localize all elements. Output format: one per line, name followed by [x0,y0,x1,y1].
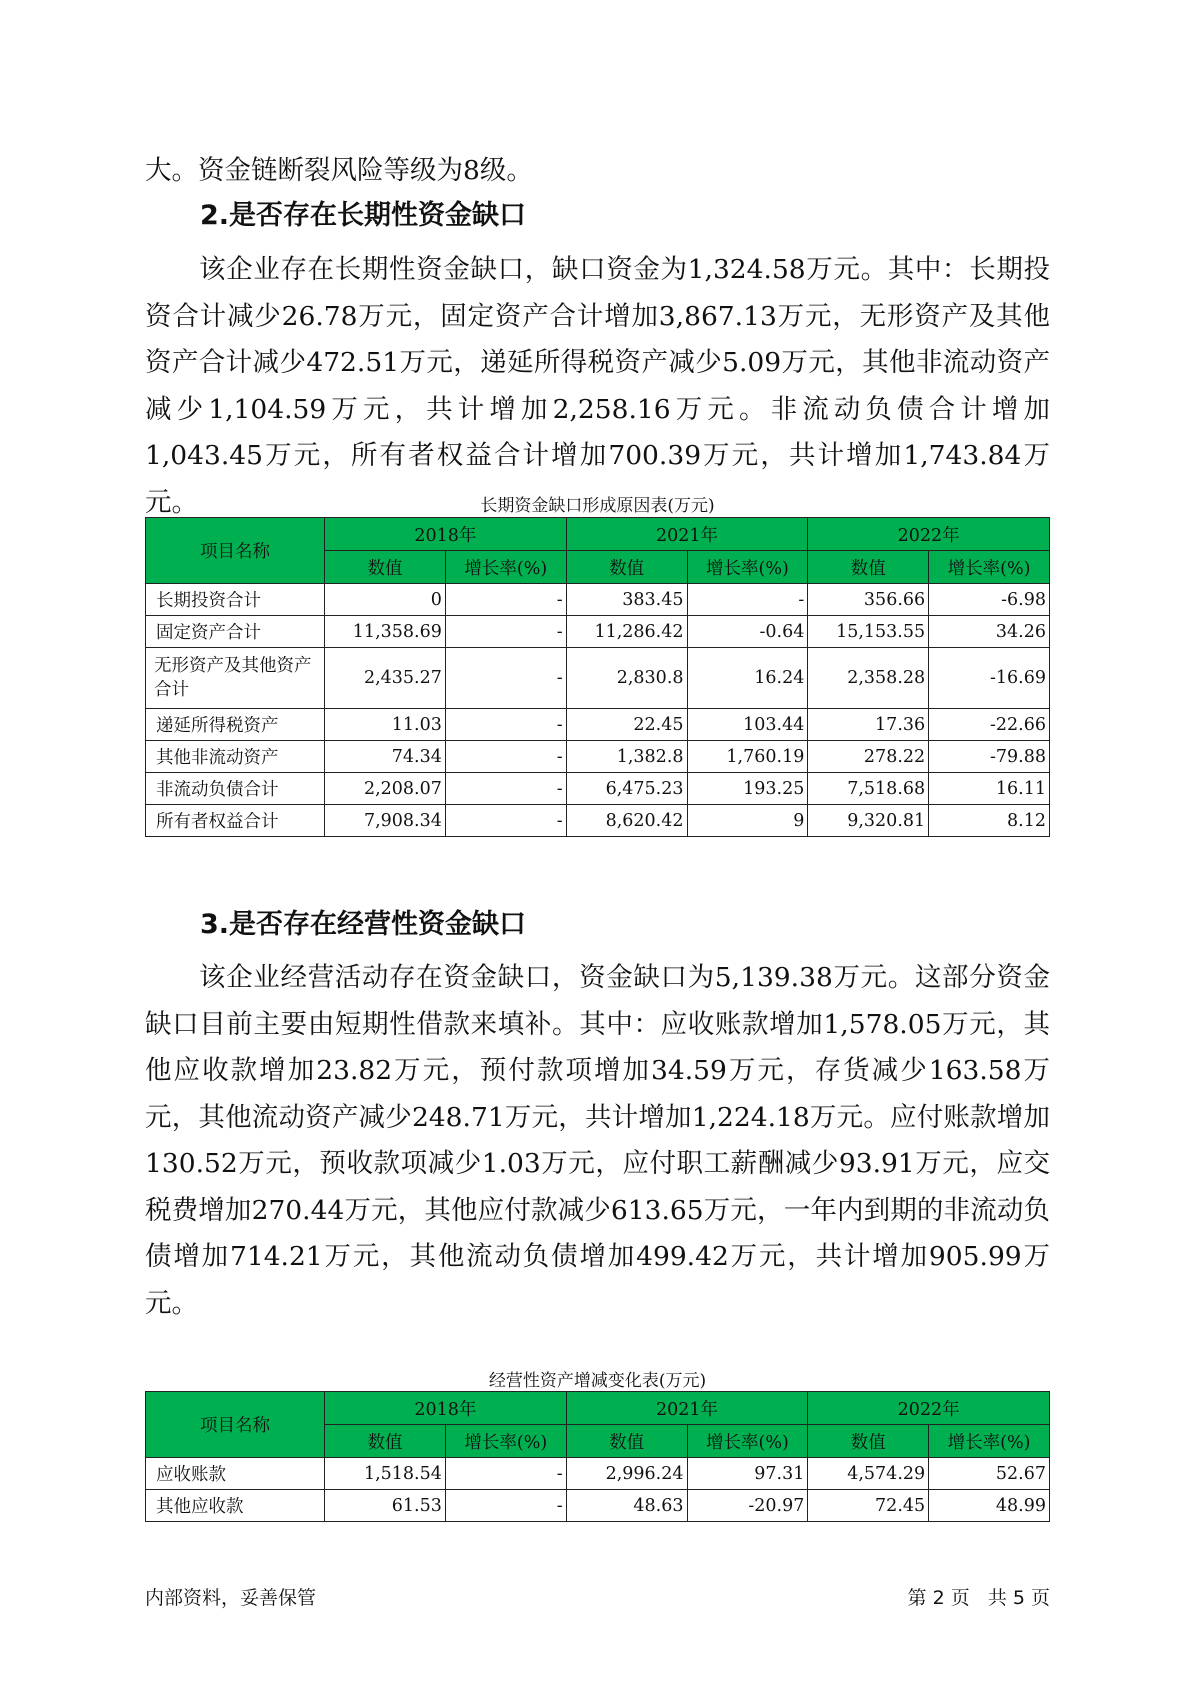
table1-subheader-value: 数值 [325,551,446,584]
cell: 7,908.34 [325,805,446,837]
table2-header-item: 项目名称 [146,1392,325,1458]
table2-subheader-value: 数值 [325,1425,446,1458]
operating-assets-table [145,1391,1050,1522]
cell: 61.53 [325,1490,446,1522]
section3-paragraph: 该企业经营活动存在资金缺口，资金缺口为5,139.38万元。这部分资金缺口目前主要由短期性借款来填补。其中：应收账款增加1,578.05万元，其他应收款增加23.82万元，预付款项增加34.59万元，存货减少163.58万元，其他流动资产减少248.71万元，共计增加1,224.18万元。应付账款增加130.52万元，预收款项减少1.03万元，应付职工薪酬减少93.91万元，应交税费增加270.44万元，其他应付款减少613.65万元，一年内到期的非流动负债增加714.21万元，其他流动负债增加499.42万元，共计增加905.99万元。 [145,962,1050,1319]
footer-left-note: 内部资料，妥善保管 [145,1587,317,1609]
cell: 278.22 [808,741,929,773]
cell: -22.66 [929,709,1050,741]
row-label: 固定资产合计 [146,616,325,648]
cell: - [445,805,566,837]
table2-header-year-2021: 2021年 [566,1392,808,1425]
row-label: 无形资产及其他资产合计 [146,648,325,709]
section2-heading: 2.是否存在长期性资金缺口 [200,200,527,231]
cell: 6,475.23 [566,773,687,805]
cell: 1,382.8 [566,741,687,773]
cell: 74.34 [325,741,446,773]
section3-heading: 3.是否存在经营性资金缺口 [200,909,527,940]
cell: 193.25 [687,773,808,805]
cell: 8.12 [929,805,1050,837]
cell: 17.36 [808,709,929,741]
cell: 103.44 [687,709,808,741]
table1-header-year-2021: 2021年 [566,518,808,551]
cell: - [445,709,566,741]
table1-caption: 长期资金缺口形成原因表(万元) [480,496,715,516]
table1-subheader-rate: 增长率(%) [929,551,1050,584]
cell: 16.24 [687,648,808,709]
table-row [146,741,1050,773]
long-term-gap-table [145,517,1050,837]
table2-subheader-value: 数值 [566,1425,687,1458]
cell: 34.26 [929,616,1050,648]
cell: - [445,1490,566,1522]
cell: -16.69 [929,648,1050,709]
row-label: 应收账款 [146,1458,325,1490]
cell: 1,760.19 [687,741,808,773]
cell: -20.97 [687,1490,808,1522]
cell: - [445,584,566,616]
table2-caption: 经营性资产增减变化表(万元) [488,1371,707,1391]
cell: 97.31 [687,1458,808,1490]
cell: 7,518.68 [808,773,929,805]
footer-page-number: 第 2 页 共 5 页 [907,1587,1050,1609]
cell: -0.64 [687,616,808,648]
cell: 2,208.07 [325,773,446,805]
cell: 8,620.42 [566,805,687,837]
cell: 11,358.69 [325,616,446,648]
row-label: 非流动负债合计 [146,773,325,805]
cell: 48.99 [929,1490,1050,1522]
cell: 11,286.42 [566,616,687,648]
cell: - [445,1458,566,1490]
table-row [146,616,1050,648]
cell: 9 [687,805,808,837]
cell: 4,574.29 [808,1458,929,1490]
table2-header-year-2022: 2022年 [808,1392,1050,1425]
table2-subheader-rate: 增长率(%) [687,1425,808,1458]
cell: - [445,648,566,709]
cell: 22.45 [566,709,687,741]
cell: 11.03 [325,709,446,741]
table-row [146,584,1050,616]
cell: 48.63 [566,1490,687,1522]
table1-header-year-2018: 2018年 [325,518,567,551]
table1-header-year-2022: 2022年 [808,518,1050,551]
cell: 16.11 [929,773,1050,805]
cell: 15,153.55 [808,616,929,648]
cell: 2,830.8 [566,648,687,709]
cell: -6.98 [929,584,1050,616]
row-label: 长期投资合计 [146,584,325,616]
table-row [146,805,1050,837]
table2-header-year-2018: 2018年 [325,1392,567,1425]
table2-subheader-rate: 增长率(%) [445,1425,566,1458]
table-row [146,773,1050,805]
row-label: 所有者权益合计 [146,805,325,837]
cell: 72.45 [808,1490,929,1522]
cell: 9,320.81 [808,805,929,837]
cell: 383.45 [566,584,687,616]
cell: 356.66 [808,584,929,616]
cell: - [687,584,808,616]
cell: 52.67 [929,1458,1050,1490]
table1-subheader-value: 数值 [566,551,687,584]
table-row [146,1458,1050,1490]
intro-tail-paragraph: 大。资金链断裂风险等级为8级。 [145,155,533,186]
cell: - [445,773,566,805]
table-row [146,709,1050,741]
row-label: 其他非流动资产 [146,741,325,773]
cell: 1,518.54 [325,1458,446,1490]
cell: 0 [325,584,446,616]
cell: - [445,741,566,773]
table-row [146,648,1050,709]
table1-header-item: 项目名称 [146,518,325,584]
table1-subheader-rate: 增长率(%) [687,551,808,584]
cell: 2,435.27 [325,648,446,709]
cell: - [445,616,566,648]
row-label: 递延所得税资产 [146,709,325,741]
table-row [146,1490,1050,1522]
table2-subheader-rate: 增长率(%) [929,1425,1050,1458]
section2-paragraph: 该企业存在长期性资金缺口，缺口资金为1,324.58万元。其中：长期投资合计减少26.78万元，固定资产合计增加3,867.13万元，无形资产及其他资产合计减少472.51万元，递延所得税资产减少5.09万元，其他非流动资产减少1,104.59万元，共计增加2,258.16万元。非流动负债合计增加1,043.45万元，所有者权益合计增加700.39万元，共计增加1,743.84万元。 [145,254,1050,518]
cell: -79.88 [929,741,1050,773]
row-label: 其他应收款 [146,1490,325,1522]
table2-subheader-value: 数值 [808,1425,929,1458]
cell: 2,358.28 [808,648,929,709]
cell: 2,996.24 [566,1458,687,1490]
table1-subheader-rate: 增长率(%) [445,551,566,584]
table1-subheader-value: 数值 [808,551,929,584]
